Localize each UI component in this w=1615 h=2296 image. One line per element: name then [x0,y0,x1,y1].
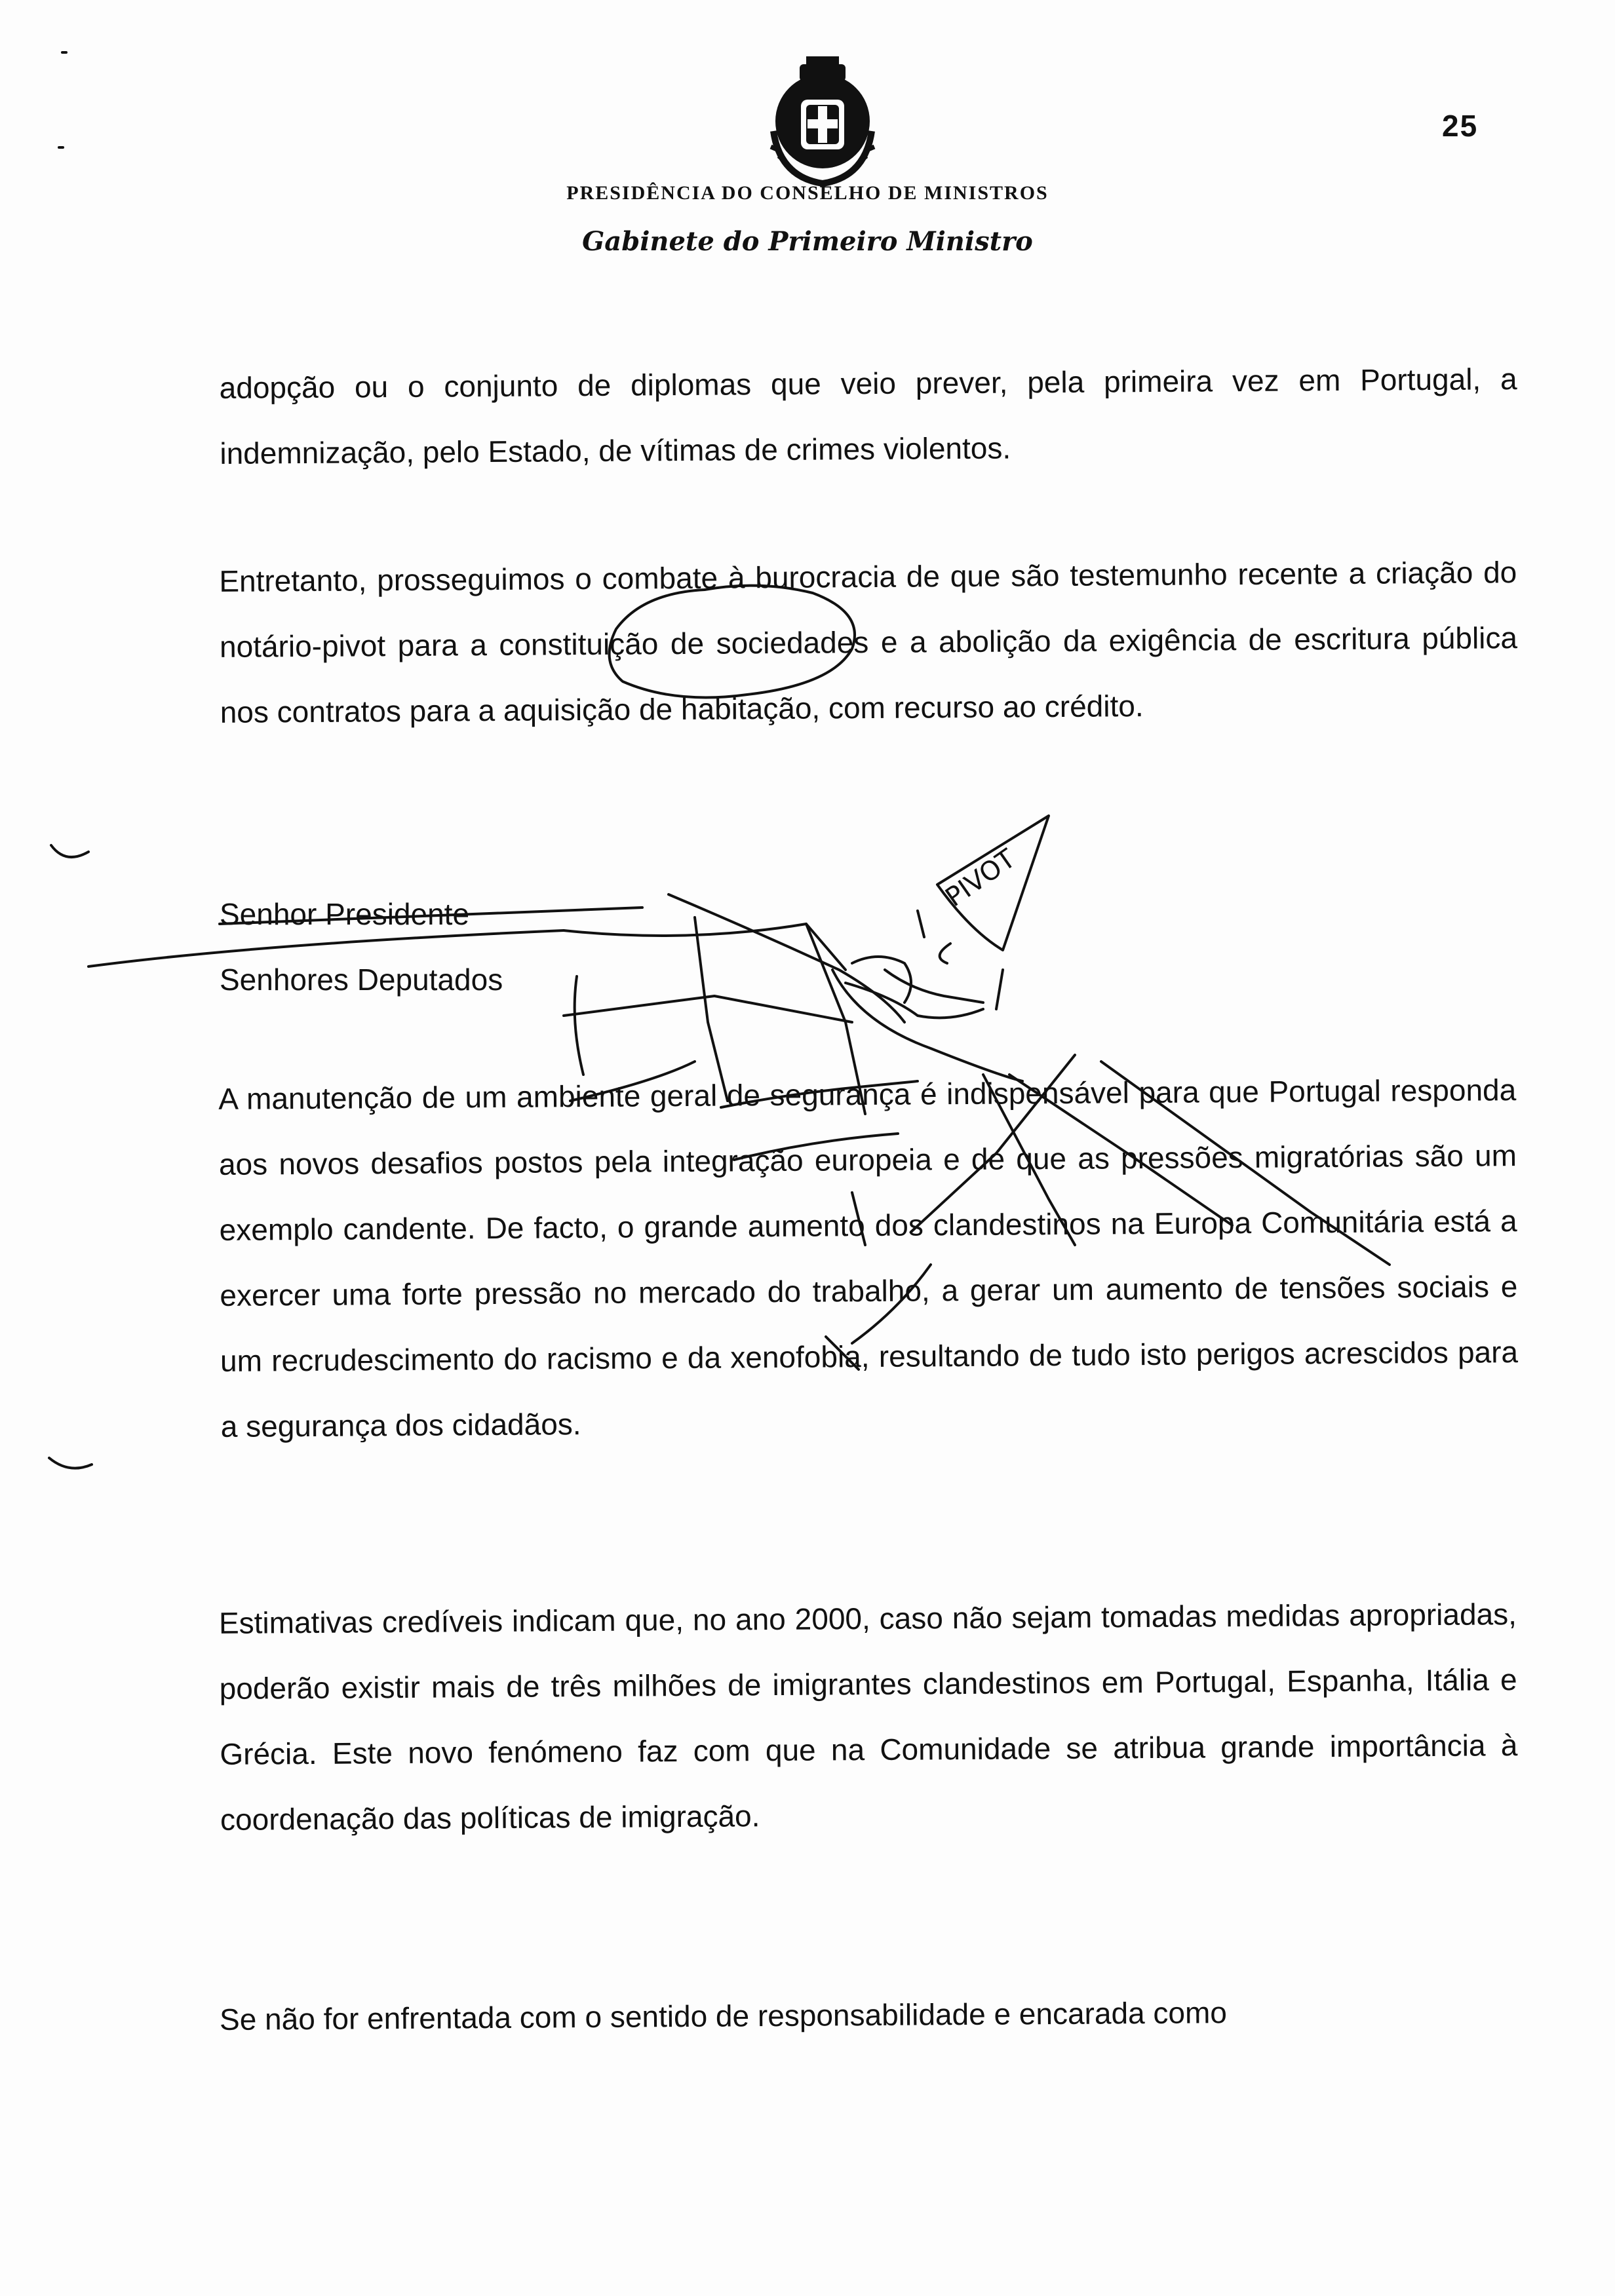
paragraph-4: Estimativas credíveis indicam que, no ano 2000, caso não sejam tomadas medidas apropriadas, poderão existir mais de três milhões de imigrantes clandestinos em Portugal, Espanha, Itália e Grécia. Este novo fenómeno faz com que na Comunidade se atribua grande importância à coordenação das políticas de imigração. [218,1597,1518,1837]
paragraph-3: A manutenção de um ambiente geral de segurança é indispensável para que Portugal responda aos novos desafios postos pela integração europeia e de que as pressões migratórias são um exemplo candente. De facto, o grande aumento dos clandestinos na Europa Comunitária está a exercer uma forte pressão no mercado do trabalho, a gerar um aumento de tensões sociais e um recrudescimento do racismo e da xenofobia, resultando de tudo isto perigos acrescidos para a segurança dos cidadãos. [218,1073,1519,1444]
drawing-stroke [669,894,905,1022]
hat-label: PIVOT [940,843,1021,913]
paragraph-5: Se não for enfrentada com o sentido de responsabilidade e encarada como [219,1995,1228,2037]
salutation-deputados: Senhores Deputados [220,963,503,997]
salutation [220,881,503,1012]
drawing-stroke [575,976,583,1075]
drawing-stroke [918,911,924,937]
coat-of-arms-icon [760,52,885,190]
drawing-stroke [564,924,846,970]
drawing-stroke [996,970,1003,1009]
pivot-hat-drawing [937,816,1049,950]
drawing-stroke [564,996,852,1022]
paragraph-2: Entretanto, prosseguimos o combate à burocracia de que são testemunho recente a criação do notário-pivot para a constituição de sociedades e a abolição da exigência de escritura pública nos contratos para a aquisição de habitação, com recurso ao crédito. [219,555,1518,729]
paragraph-1: adopção ou o conjunto de diplomas que veio prever, pela primeira vez em Portugal, a indemnização, pelo Estado, de vítimas de crimes violentos. [219,362,1517,470]
drawing-stroke [852,957,911,1003]
page-number: 25 [1442,109,1479,143]
drawing-stroke [885,970,983,1003]
margin-tick-mark [51,845,88,857]
drawing-stroke [940,944,950,963]
margin-tick-mark [49,1458,92,1468]
drawing-stroke [846,983,983,1018]
salutation-presidente: Senhor Presidente [220,897,470,931]
cabinet-subheader: Gabinete do Primeiro Ministro [582,226,1033,257]
institution-header: PRESIDÊNCIA DO CONSELHO DE MINISTROS [566,182,1049,204]
